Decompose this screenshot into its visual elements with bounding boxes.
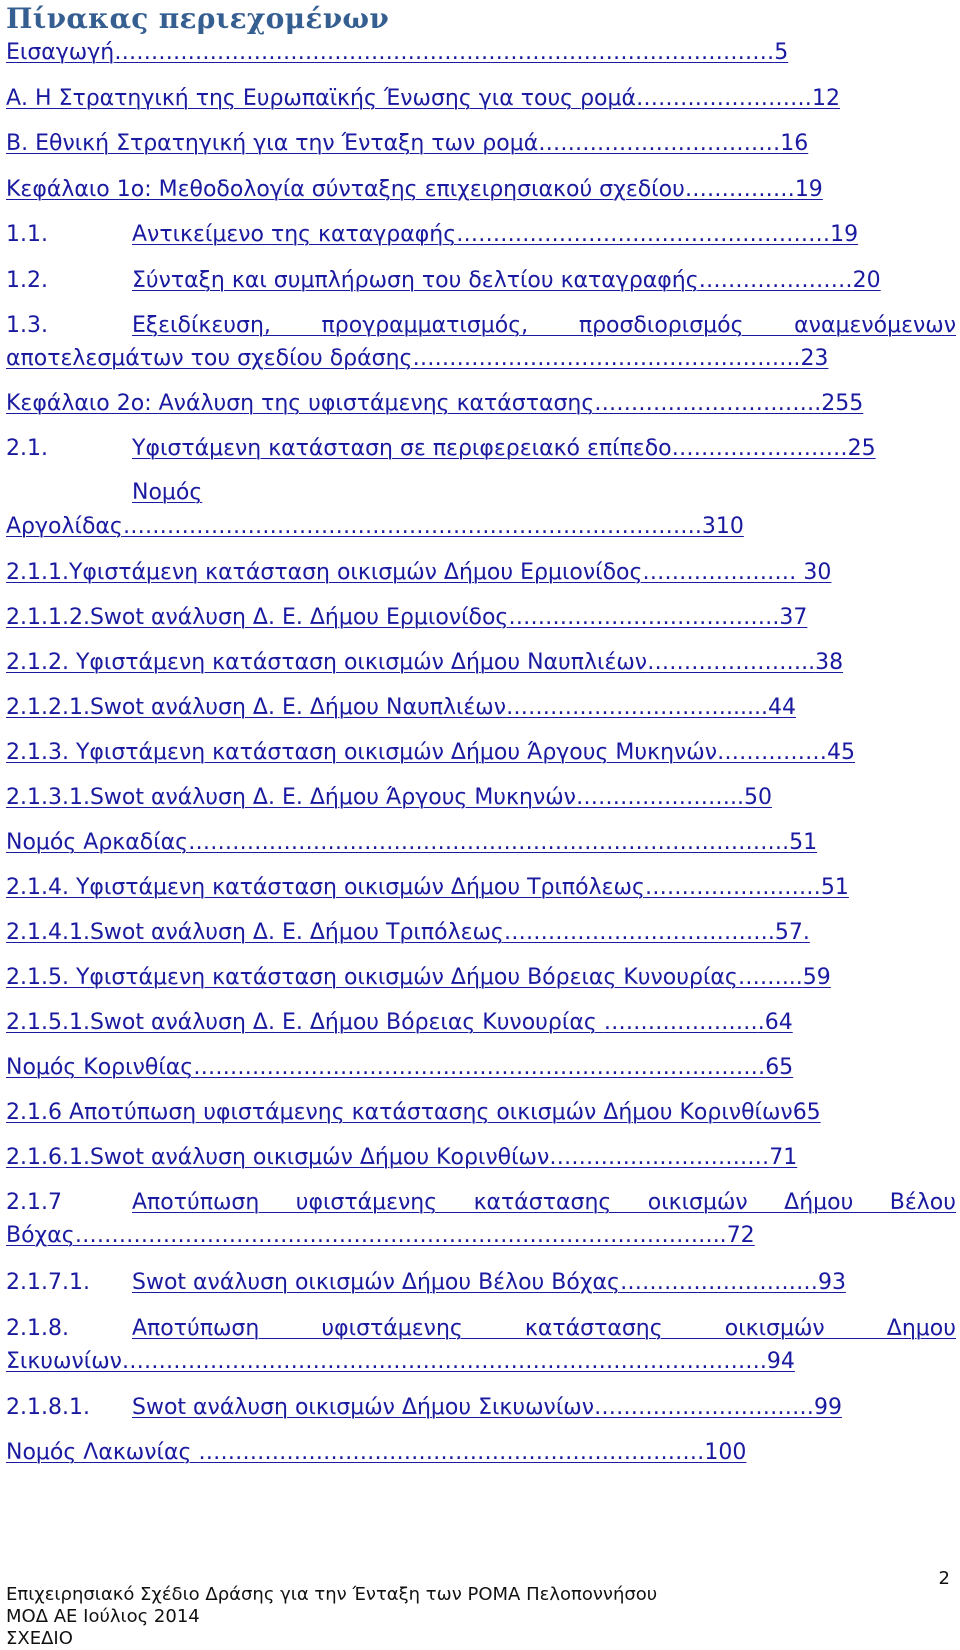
- toc-entry-2-1-5-1[interactable]: 2.1.5.1.Swot ανάλυση Δ. Ε. Δήμου Βόρειας Κυνουρίας ………………….64: [6, 1010, 793, 1035]
- footer-organization-date: ΜΟΔ ΑΕ Ιούλιος 2014: [6, 1606, 200, 1627]
- toc-entry-2-1-2[interactable]: 2.1.2. Υφιστάμενη κατάσταση οικισμών Δήμου Ναυπλιέων…………………..38: [6, 650, 844, 675]
- toc-title: Πίνακας περιεχομένων: [6, 2, 390, 35]
- toc-entry-1-3-cont[interactable]: αποτελεσμάτων του σχεδίου δράσης……………………………………………..23: [6, 346, 829, 371]
- toc-entry-2-1-7-1[interactable]: 2.1.7.1. Swot ανάλυση οικισμών Δήμου Βέλου Βόχας………………………93: [6, 1270, 846, 1295]
- toc-entry-arkadia[interactable]: Νομός Αρκαδίας……………………………………………………………………….51: [6, 830, 818, 855]
- toc-entry-lakonia[interactable]: Νομός Λακωνίας ……………………………………………………………100: [6, 1440, 747, 1465]
- toc-entry-eu-strategy[interactable]: Α. Η Στρατηγική της Ευρωπαϊκής Ένωσης για τους ρομά……………………12: [6, 86, 840, 111]
- toc-entry-2-1-7[interactable]: 2.1.7 Αποτύπωση υφιστάμενης κατάστασης οικισμών Δήμου Βέλου: [6, 1190, 956, 1215]
- toc-entry-2-1-4-1[interactable]: 2.1.4.1.Swot ανάλυση Δ. Ε. Δήμου Τριπόλεως……………………………….57.: [6, 920, 810, 945]
- toc-entry-2-1-3-1[interactable]: 2.1.3.1.Swot ανάλυση Δ. Ε. Δήμου Άργους Μυκηνών…………………..50: [6, 785, 772, 810]
- toc-entry-chapter-1[interactable]: Κεφάλαιο 1ο: Μεθοδολογία σύνταξης επιχειρησιακού σχεδίου……………19: [6, 177, 823, 202]
- toc-entry-2-1-3[interactable]: 2.1.3. Υφιστάμενη κατάσταση οικισμών Δήμου Άργους Μυκηνών……………45: [6, 740, 856, 765]
- toc-entry-introduction[interactable]: Εισαγωγή………………………………………………………………………………5: [6, 40, 789, 65]
- toc-entry-2-1-6-1[interactable]: 2.1.6.1.Swot ανάλυση οικισμών Δήμου Κορινθίων…………………………71: [6, 1145, 798, 1170]
- toc-entry-2-1-6[interactable]: 2.1.6 Αποτύπωση υφιστάμενης κατάστασης οικισμών Δήμου Κορινθίων65: [6, 1100, 821, 1125]
- toc-entry-2-1-1-2[interactable]: 2.1.1.2.Swot ανάλυση Δ. Ε. Δήμου Ερμιονίδος……………………………….37: [6, 605, 808, 630]
- toc-entry-2-1-8-cont[interactable]: Σικυωνίων…………………………………………………………………………….94: [6, 1349, 795, 1374]
- footer-document-title: Επιχειρησιακό Σχέδιο Δράσης για την Ένταξη των ΡΟΜΑ Πελοποννήσου: [6, 1584, 658, 1605]
- toc-entry-2-1-5[interactable]: 2.1.5. Υφιστάμενη κατάσταση οικισμών Δήμου Βόρειας Κυνουρίας……...59: [6, 965, 831, 990]
- toc-entry-korinthia[interactable]: Νομός Κορινθίας……………………………………………………………………65: [6, 1055, 794, 1080]
- toc-entry-chapter-2[interactable]: Κεφάλαιο 2ο: Ανάλυση της υφιστάμενης κατάστασης………………………….255: [6, 391, 864, 416]
- toc-entry-1-3[interactable]: 1.3. Εξειδίκευση, προγραμματισμός, προσδιορισμός αναμενόμενων: [6, 313, 956, 338]
- toc-entry-national-strategy[interactable]: Β. Εθνική Στρατηγική για την Ένταξη των ρομά……………………………16: [6, 131, 809, 156]
- toc-entry-2-1-4[interactable]: 2.1.4. Υφιστάμενη κατάσταση οικισμών Δήμου Τριπόλεως……………………51: [6, 875, 849, 900]
- toc-entry-argolida[interactable]: Αργολίδας…………………………………………………………………….310: [6, 514, 744, 539]
- toc-entry-2-1-7-cont[interactable]: Βόχας……………………………………………………………………………..72: [6, 1223, 755, 1248]
- footer-draft-label: ΣΧΕΔΙΟ: [6, 1628, 73, 1649]
- page-number: 2: [938, 1568, 950, 1589]
- toc-entry-1-2[interactable]: 1.2. Σύνταξη και συμπλήρωση του δελτίου καταγραφής…………………20: [6, 268, 881, 293]
- toc-entry-1-1[interactable]: 1.1. Αντικείμενο της καταγραφής……………………………………………19: [6, 222, 859, 247]
- toc-entry-2-1-8[interactable]: 2.1.8. Αποτύπωση υφιστάμενης κατάστασης οικισμών Δημου: [6, 1316, 956, 1341]
- toc-entry-2-1-1[interactable]: 2.1.1.Υφιστάμενη κατάσταση οικισμών Δήμου Ερμιονίδος………………… 30: [6, 560, 832, 585]
- toc-entry-2-1[interactable]: 2.1. Υφιστάμενη κατάσταση σε περιφερειακό επίπεδο……………………25: [6, 436, 876, 461]
- toc-entry-nomos-label[interactable]: Νομός: [132, 480, 203, 505]
- toc-entry-2-1-8-1[interactable]: 2.1.8.1. Swot ανάλυση οικισμών Δήμου Σικυωνίων…………………………99: [6, 1395, 842, 1420]
- page-footer: [6, 1584, 657, 1650]
- toc-entry-2-1-2-1[interactable]: 2.1.2.1.Swot ανάλυση Δ. Ε. Δήμου Ναυπλιέων…………………………......44: [6, 695, 796, 720]
